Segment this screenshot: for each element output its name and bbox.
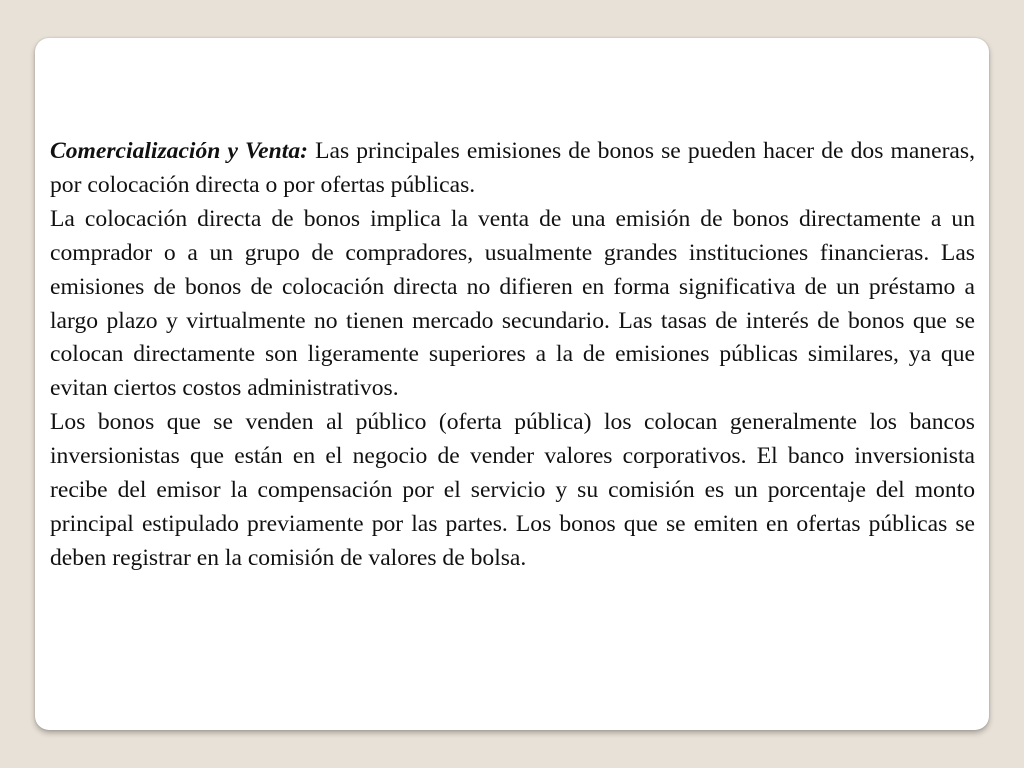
slide-body [50,135,975,576]
paragraph-direct-placement: La colocación directa de bonos implica la venta de una emisión de bonos directamente a un comprador o a un grupo de compradores, usualmente grandes instituciones financieras. Las emisiones de bonos de colocación directa no difieren en forma significativa de un préstamo a largo plazo y virtualmente no tienen mercado secundario. Las tasas de interés de bonos que se colocan directamente son ligeramente superiores a la de emisiones públicas similares, ya que evitan ciertos costos administrativos. [50,205,975,402]
slide-card [35,38,989,730]
paragraph-public-offering: Los bonos que se venden al público (oferta pública) los colocan generalmente los bancos inversionistas que están en el negocio de vender valores corporativos. El banco inversionista recibe del emisor la compensación por el servicio y su comisión es un porcentaje del monto principal estipulado previamente por las partes. Los bonos que se emiten en ofertas públicas se deben registrar en la comisión de valores de bolsa. [50,409,975,571]
paragraph-intro [50,135,975,203]
lead-heading: Comercialización y Venta: [50,138,308,164]
intro-sentence: Las principales emisiones de bonos se pueden hacer de dos maneras, por colocación directa o por ofertas públicas. [50,138,975,198]
